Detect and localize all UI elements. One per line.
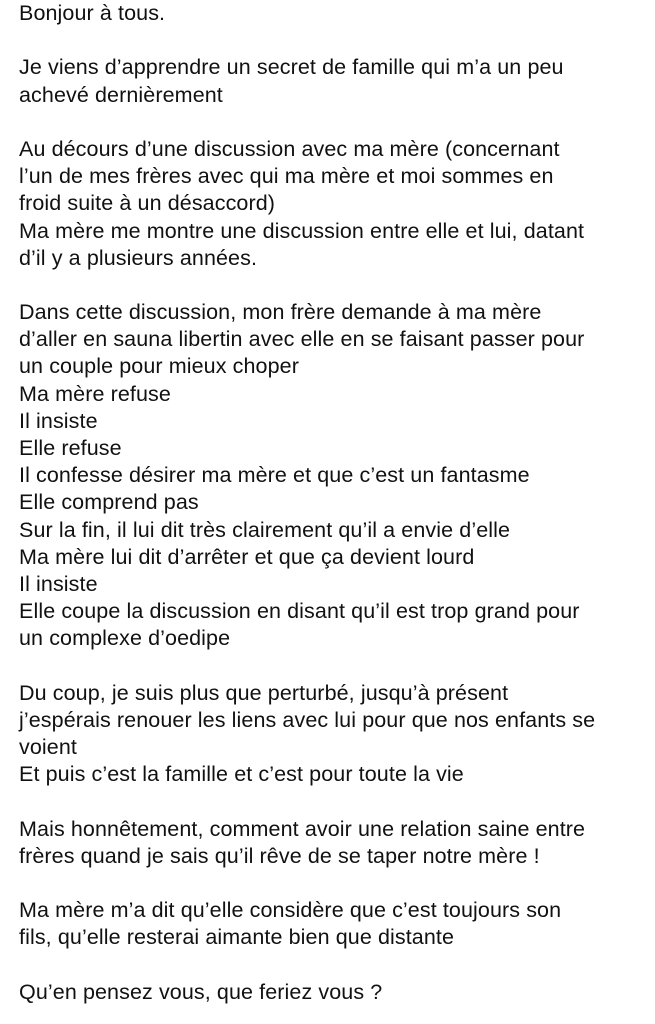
text-line: Du coup, je suis plus que perturbé, jusqu’à présent	[19, 680, 509, 705]
text-line: l’un de mes frères avec qui ma mère et moi sommes en	[19, 164, 554, 189]
text-line: voient	[19, 735, 77, 760]
text-line: Elle comprend pas	[19, 490, 199, 515]
text-line: fils, qu’elle resterai aimante bien que distante	[19, 925, 455, 950]
text-line: Sur la fin, il lui dit très clairement qu’il a envie d’elle	[19, 517, 511, 542]
blank-line	[19, 788, 649, 815]
text-line: Il insiste	[19, 408, 98, 433]
blank-line	[19, 109, 649, 136]
text-line: un complexe d’oedipe	[19, 626, 231, 651]
blank-line	[19, 272, 649, 299]
text-line: j’espérais renouer les liens avec lui pour que nos enfants se	[19, 707, 596, 732]
text-line: Ma mère me montre une discussion entre elle et lui, datant	[19, 218, 585, 243]
text-line: Il confesse désirer ma mère et que c’est un fantasme	[19, 463, 530, 488]
text-line: Qu’en pensez vous, que feriez vous ?	[19, 979, 383, 1004]
text-line: Je viens d’apprendre un secret de famille qui m’a un peu	[19, 55, 564, 80]
text-line: Et puis c’est la famille et c’est pour toute la vie	[19, 762, 464, 787]
text-line: Ma mère lui dit d’arrêter et que ça devient lourd	[19, 544, 475, 569]
text-line: Mais honnêtement, comment avoir une relation saine entre	[19, 816, 586, 841]
text-line: Dans cette discussion, mon frère demande à ma mère	[19, 300, 542, 325]
text-line: Elle coupe la discussion en disant qu’il est trop grand pour	[19, 599, 580, 624]
text-line: Ma mère m’a dit qu’elle considère que c’est toujours son	[19, 898, 562, 923]
text-line: Bonjour à tous.	[19, 1, 166, 25]
text-line: frères quand je sais qu’il rêve de se taper notre mère !	[19, 843, 540, 868]
text-line: Au décours d’une discussion avec ma mère (concernant	[19, 136, 560, 161]
text-line: d’il y a plusieurs années.	[19, 245, 258, 270]
text-line: froid suite à un désaccord)	[19, 191, 276, 216]
note-text-body	[19, 0, 649, 1006]
text-line: Elle refuse	[19, 436, 122, 460]
blank-line	[19, 653, 649, 680]
text-line: un couple pour mieux choper	[19, 354, 299, 379]
text-line: d’aller en sauna libertin avec elle en se faisant passer pour	[19, 327, 585, 352]
text-line: Ma mère refuse	[19, 381, 171, 406]
text-line: achevé dernièrement	[19, 82, 223, 107]
blank-line	[19, 27, 649, 54]
text-line: Il insiste	[19, 571, 98, 596]
blank-line	[19, 870, 649, 897]
blank-line	[19, 952, 649, 979]
